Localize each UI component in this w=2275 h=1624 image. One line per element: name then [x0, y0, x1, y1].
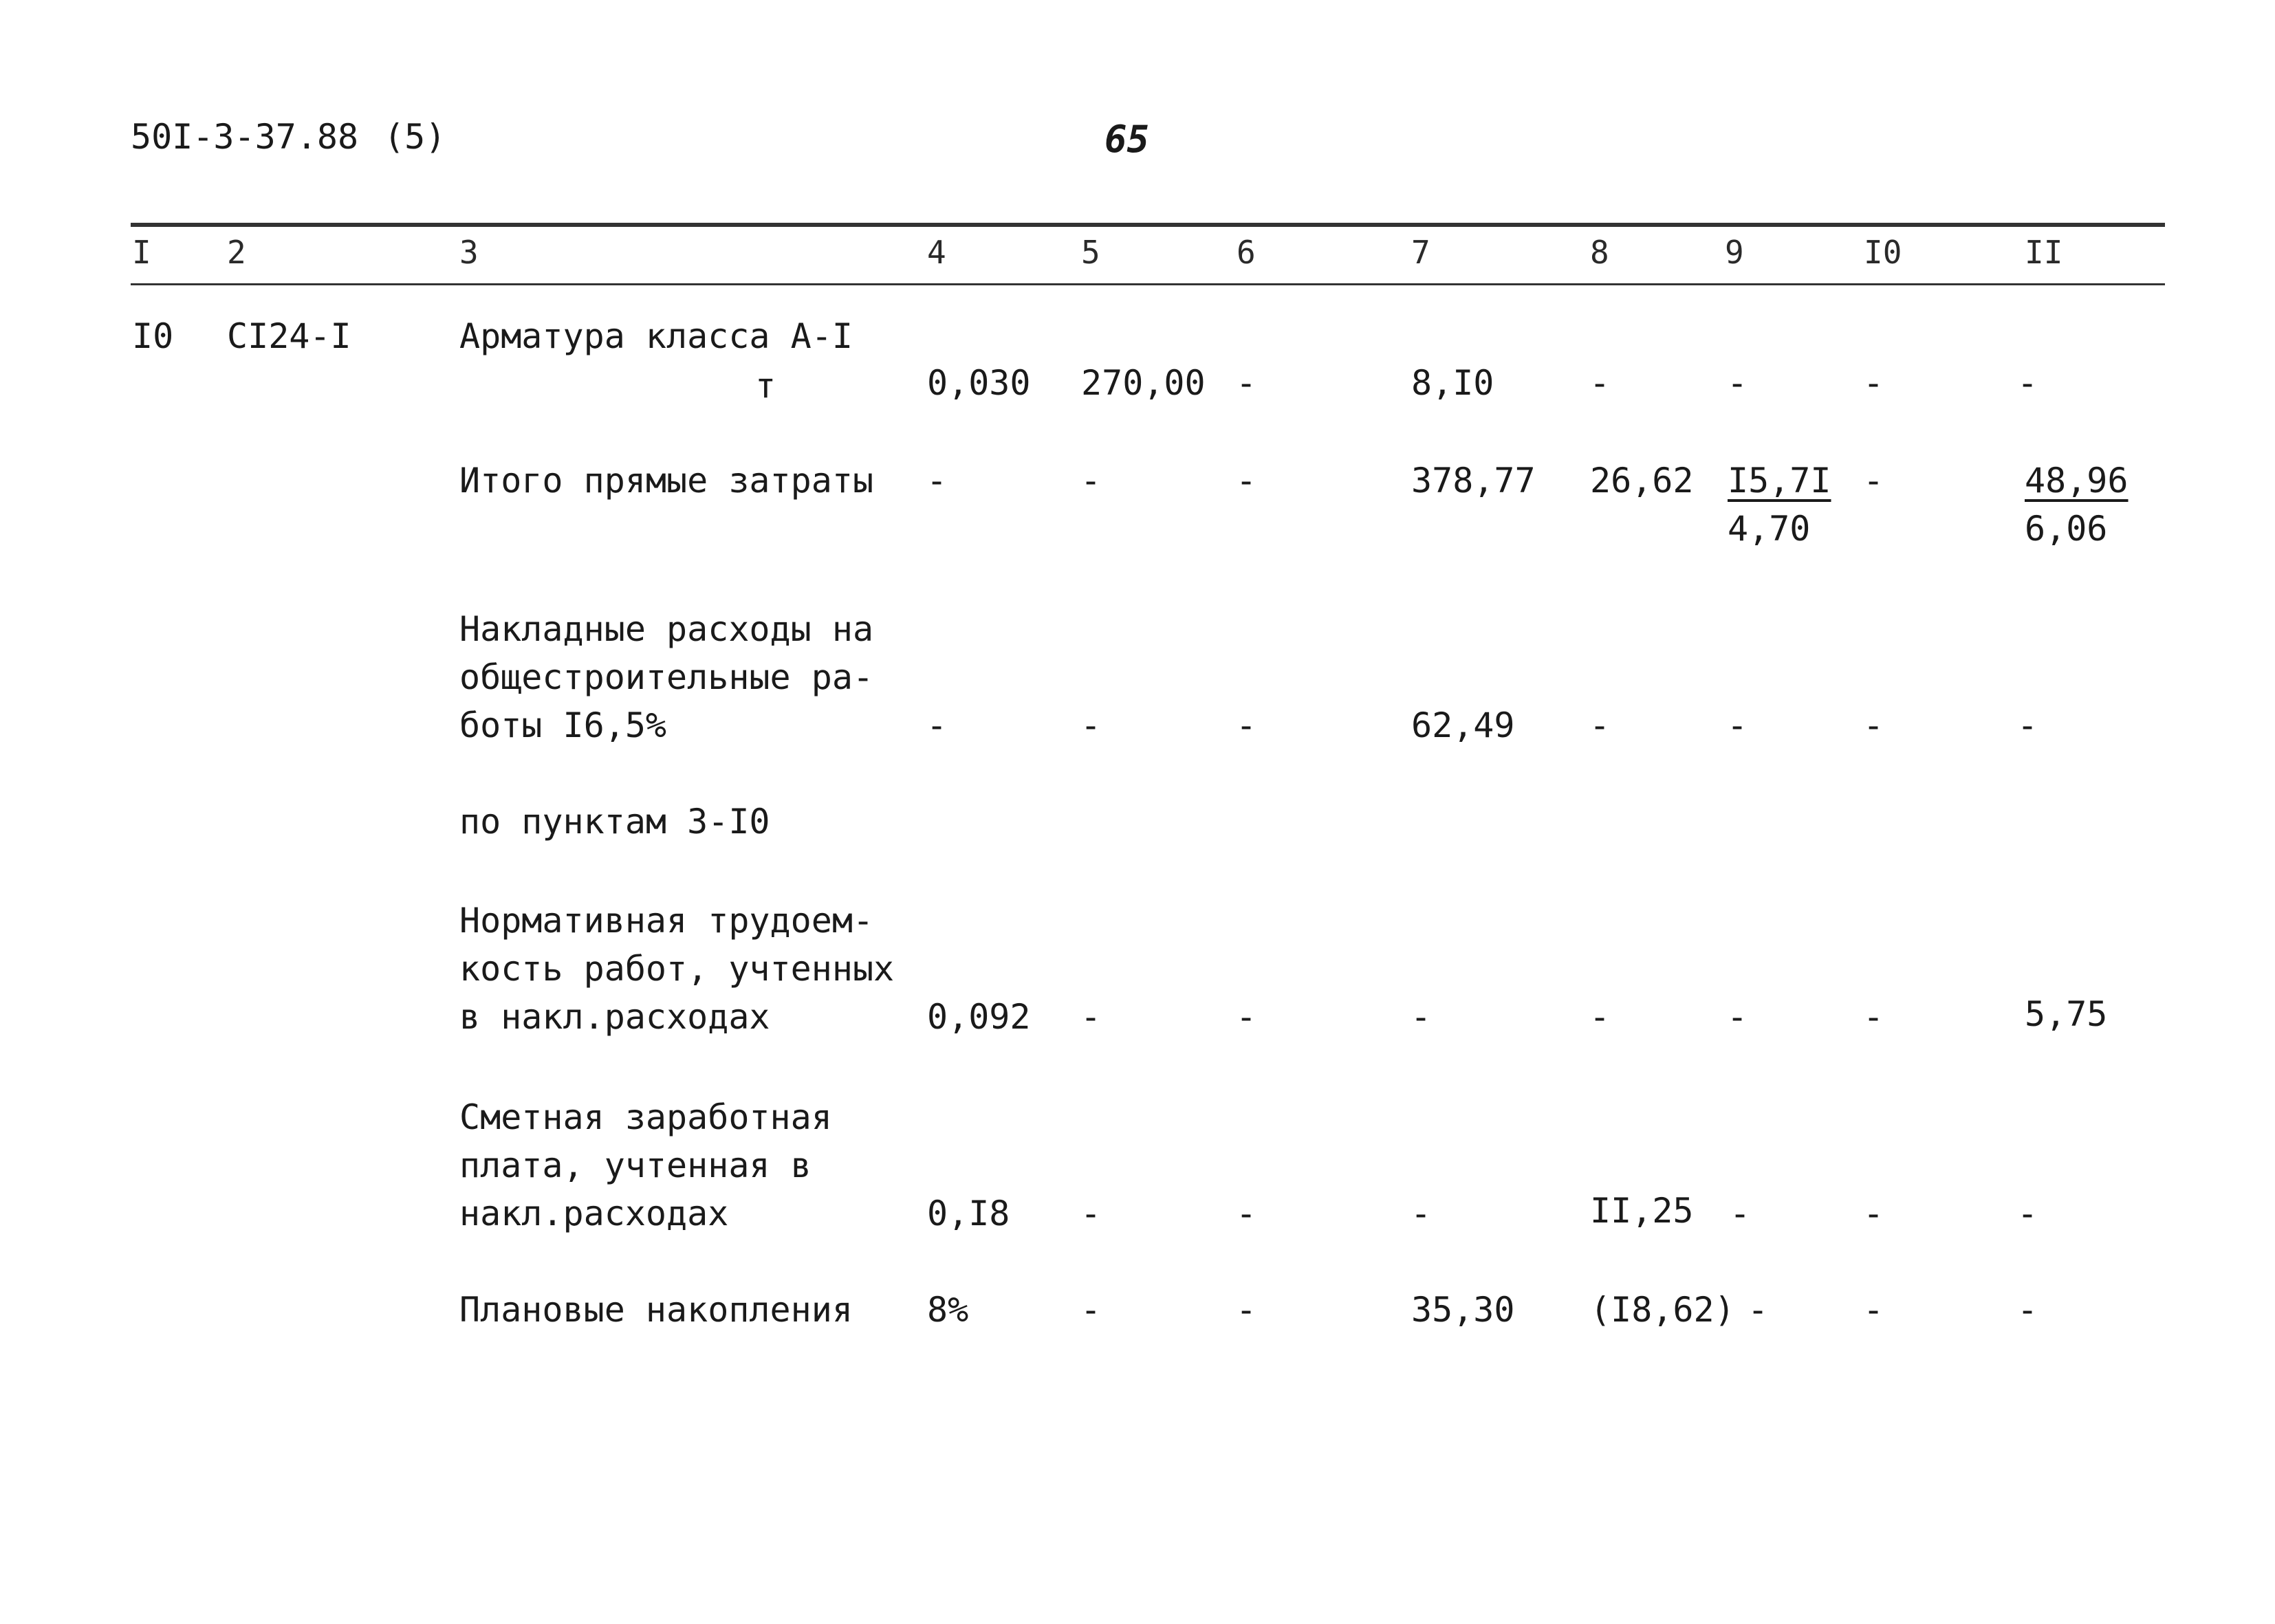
cell-col11: -	[2016, 1290, 2038, 1330]
item-name-line3: в накл.расходах	[459, 997, 770, 1037]
cell-col6: -	[1235, 705, 1257, 745]
cell-col5: -	[1080, 1290, 1102, 1330]
cell-col9: -	[1747, 1290, 1769, 1330]
cell-col7: -	[1410, 997, 1432, 1037]
cell-col6: -	[1235, 1290, 1257, 1330]
cell-col10: -	[1862, 363, 1884, 403]
document-code: 50I-3-37.88	[131, 117, 359, 157]
cell-col5: -	[1080, 997, 1102, 1037]
col-header-11: II	[2025, 234, 2063, 271]
cell-col4: 0,I8	[927, 1194, 1010, 1233]
item-name-line1: Нормативная трудоем-	[459, 901, 874, 941]
item-name-line2: общестроительные ра-	[459, 657, 874, 697]
item-name-line2: плата, учтенная в	[459, 1145, 812, 1185]
col-header-8: 8	[1590, 234, 1609, 271]
cell-col8: -	[1589, 705, 1611, 745]
page-number: 65	[1104, 118, 1150, 161]
item-name: Арматура класса А-I	[459, 316, 853, 356]
cell-col5: -	[1080, 705, 1102, 745]
cell-col6: -	[1235, 1194, 1257, 1233]
cell-col10: -	[1862, 461, 1884, 501]
col-header-2: 2	[227, 234, 246, 271]
cell-col6: -	[1235, 997, 1257, 1037]
cell-col9-numerator: I5,7I	[1728, 461, 1831, 501]
cell-col10: -	[1862, 1290, 1884, 1330]
cell-col10: -	[1862, 1194, 1884, 1233]
cell-col11-denominator: 6,06	[2025, 509, 2108, 549]
cell-col8: -	[1589, 997, 1611, 1037]
cell-col10: -	[1862, 997, 1884, 1037]
table-top-rule	[131, 223, 2165, 227]
cell-col4: 0,092	[927, 997, 1031, 1037]
col-header-9: 9	[1725, 234, 1744, 271]
cell-col11: -	[2016, 705, 2038, 745]
cell-col11-numerator: 48,96	[2025, 461, 2129, 501]
cell-col4: 8%	[927, 1290, 969, 1330]
cell-col8: (I8,62)	[1590, 1290, 1735, 1330]
cell-col4: -	[926, 461, 948, 501]
cell-col4: -	[926, 705, 948, 745]
cell-col7: -	[1410, 1194, 1432, 1233]
cell-col7: 35,30	[1411, 1290, 1515, 1330]
cell-col5: 270,00	[1081, 363, 1206, 403]
cell-col5: -	[1080, 1194, 1102, 1233]
col-header-6: 6	[1237, 234, 1256, 271]
cell-col5: -	[1080, 461, 1102, 501]
item-name-line3: боты I6,5%	[459, 705, 667, 745]
item-name-line1: Сметная заработная	[459, 1097, 832, 1137]
col-header-10: I0	[1864, 234, 1902, 271]
cell-col8: -	[1589, 363, 1611, 403]
cell-col7: 378,77	[1411, 461, 1536, 501]
cell-col8: II,25	[1590, 1191, 1694, 1231]
item-name-line1: Накладные расходы на	[459, 609, 874, 649]
cell-col9: -	[1726, 363, 1748, 403]
cell-col7: 62,49	[1411, 705, 1515, 745]
row-number: I0	[132, 316, 174, 356]
col-header-7: 7	[1411, 234, 1430, 271]
item-name: Плановые накопления	[459, 1290, 853, 1330]
cell-col7: 8,I0	[1411, 363, 1494, 403]
col-header-5: 5	[1081, 234, 1100, 271]
document-part: (5)	[384, 117, 446, 157]
cell-col8: 26,62	[1590, 461, 1694, 501]
col-header-3: 3	[459, 234, 479, 271]
col-header-4: 4	[927, 234, 946, 271]
cell-col11: -	[2016, 363, 2038, 403]
cell-col6: -	[1235, 461, 1257, 501]
item-name-line2: кость работ, учтенных	[459, 949, 895, 989]
cell-col9: -	[1729, 1194, 1751, 1233]
cell-col11: 5,75	[2025, 994, 2108, 1034]
item-name-line3: накл.расходах	[459, 1194, 729, 1233]
rate-code: CI24-I	[227, 316, 351, 356]
cell-col10: -	[1862, 705, 1884, 745]
section-subheading: по пунктам 3-I0	[459, 802, 770, 842]
item-unit: т	[755, 366, 776, 406]
cell-col9-denominator: 4,70	[1728, 509, 1811, 549]
cell-col11: -	[2016, 1194, 2038, 1233]
item-name: Итого прямые затраты	[459, 461, 874, 501]
col-header-1: I	[132, 234, 151, 271]
cell-col9: -	[1726, 705, 1748, 745]
cell-col6: -	[1235, 363, 1257, 403]
cell-col9: -	[1726, 997, 1748, 1037]
cell-col4: 0,030	[927, 363, 1031, 403]
table-header-rule	[131, 283, 2165, 285]
